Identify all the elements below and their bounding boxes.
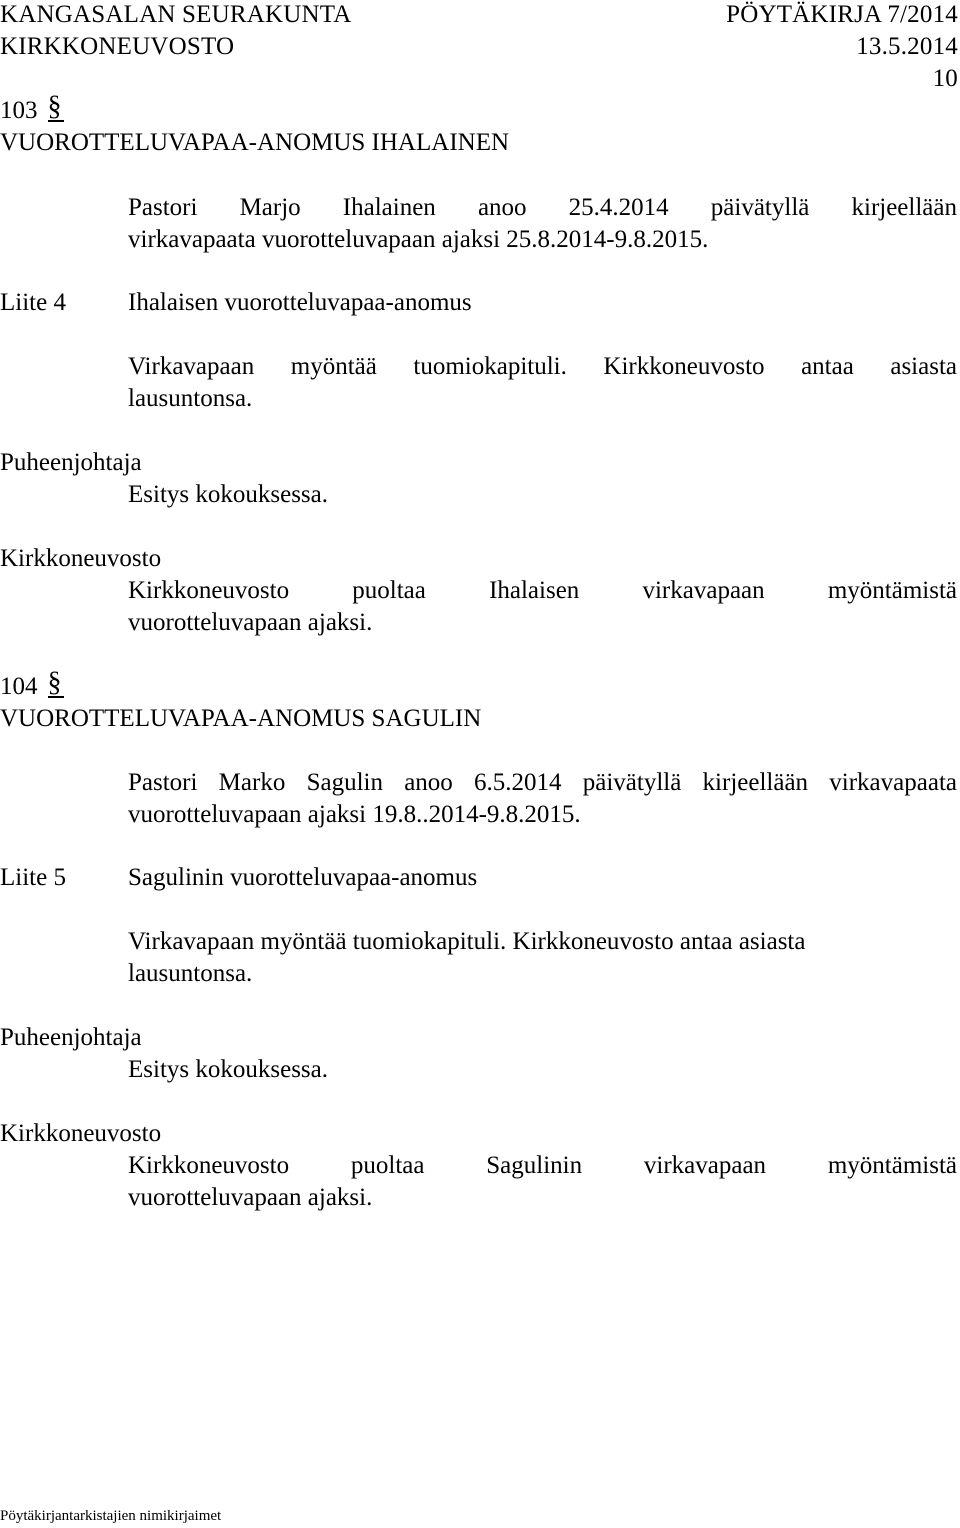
section-103-title: VUOROTTELUVAPAA-ANOMUS IHALAINEN	[0, 129, 510, 156]
footer-signers-label: Pöytäkirjantarkistajien nimikirjaimet	[0, 1508, 222, 1524]
s104-para2-line1: Virkavapaan myöntää tuomiokapituli. Kirkkoneuvosto antaa asiasta	[128, 928, 806, 955]
s103-para2-line2: lausuntonsa.	[128, 385, 253, 412]
header-date: 13.5.2014	[856, 33, 958, 60]
s103-board-line1: Kirkkoneuvosto puoltaa Ihalaisen virkavapaan myöntämistä	[128, 577, 957, 604]
s103-para1-line2: virkavapaata vuorotteluvapaan ajaksi 25.8.2014-9.8.2015.	[128, 226, 709, 253]
s104-para1-line2: vuorotteluvapaan ajaksi 19.8..2014-9.8.2015.	[128, 801, 581, 828]
header-org: KANGASALAN SEURAKUNTA	[0, 1, 352, 28]
s104-board-line1: Kirkkoneuvosto puoltaa Sagulinin virkavapaan myöntämistä	[128, 1152, 957, 1179]
section-number-text: 104	[0, 673, 38, 700]
s104-board-label: Kirkkoneuvosto	[0, 1120, 162, 1147]
header-doc-number: PÖYTÄKIRJA 7/2014	[726, 1, 958, 28]
s103-attachment-label: Liite 4	[0, 289, 66, 316]
section-104-number	[0, 670, 62, 704]
s103-para1-line1: Pastori Marjo Ihalainen anoo 25.4.2014 päivätyllä kirjeellään	[128, 194, 957, 221]
s104-attachment-label: Liite 5	[0, 864, 66, 891]
s104-chair-text: Esitys kokouksessa.	[128, 1056, 328, 1083]
section-104-title: VUOROTTELUVAPAA-ANOMUS SAGULIN	[0, 705, 482, 732]
paragraph-sign-icon	[48, 672, 62, 702]
section-number-text: 103	[0, 97, 38, 124]
paragraph-sign-icon	[48, 96, 62, 126]
s103-board-line2: vuorotteluvapaan ajaksi.	[128, 609, 373, 636]
s104-attachment-text: Sagulinin vuorotteluvapaa-anomus	[128, 864, 478, 891]
s104-board-line2: vuorotteluvapaan ajaksi.	[128, 1184, 373, 1211]
s103-chair-label: Puheenjohtaja	[0, 449, 142, 476]
s103-para2-line1: Virkavapaan myöntää tuomiokapituli. Kirkkoneuvosto antaa asiasta	[128, 353, 957, 380]
s104-para1-line1: Pastori Marko Sagulin anoo 6.5.2014 päivätyllä kirjeellään virkavapaata	[128, 769, 957, 796]
s103-board-label: Kirkkoneuvosto	[0, 545, 162, 572]
s103-attachment-text: Ihalaisen vuorotteluvapaa-anomus	[128, 289, 472, 316]
s104-para2-line2: lausuntonsa.	[128, 960, 253, 987]
s104-chair-label: Puheenjohtaja	[0, 1024, 142, 1051]
header-body: KIRKKONEUVOSTO	[0, 33, 235, 60]
page-number: 10	[932, 65, 958, 92]
s103-chair-text: Esitys kokouksessa.	[128, 481, 328, 508]
section-103-number	[0, 94, 62, 128]
